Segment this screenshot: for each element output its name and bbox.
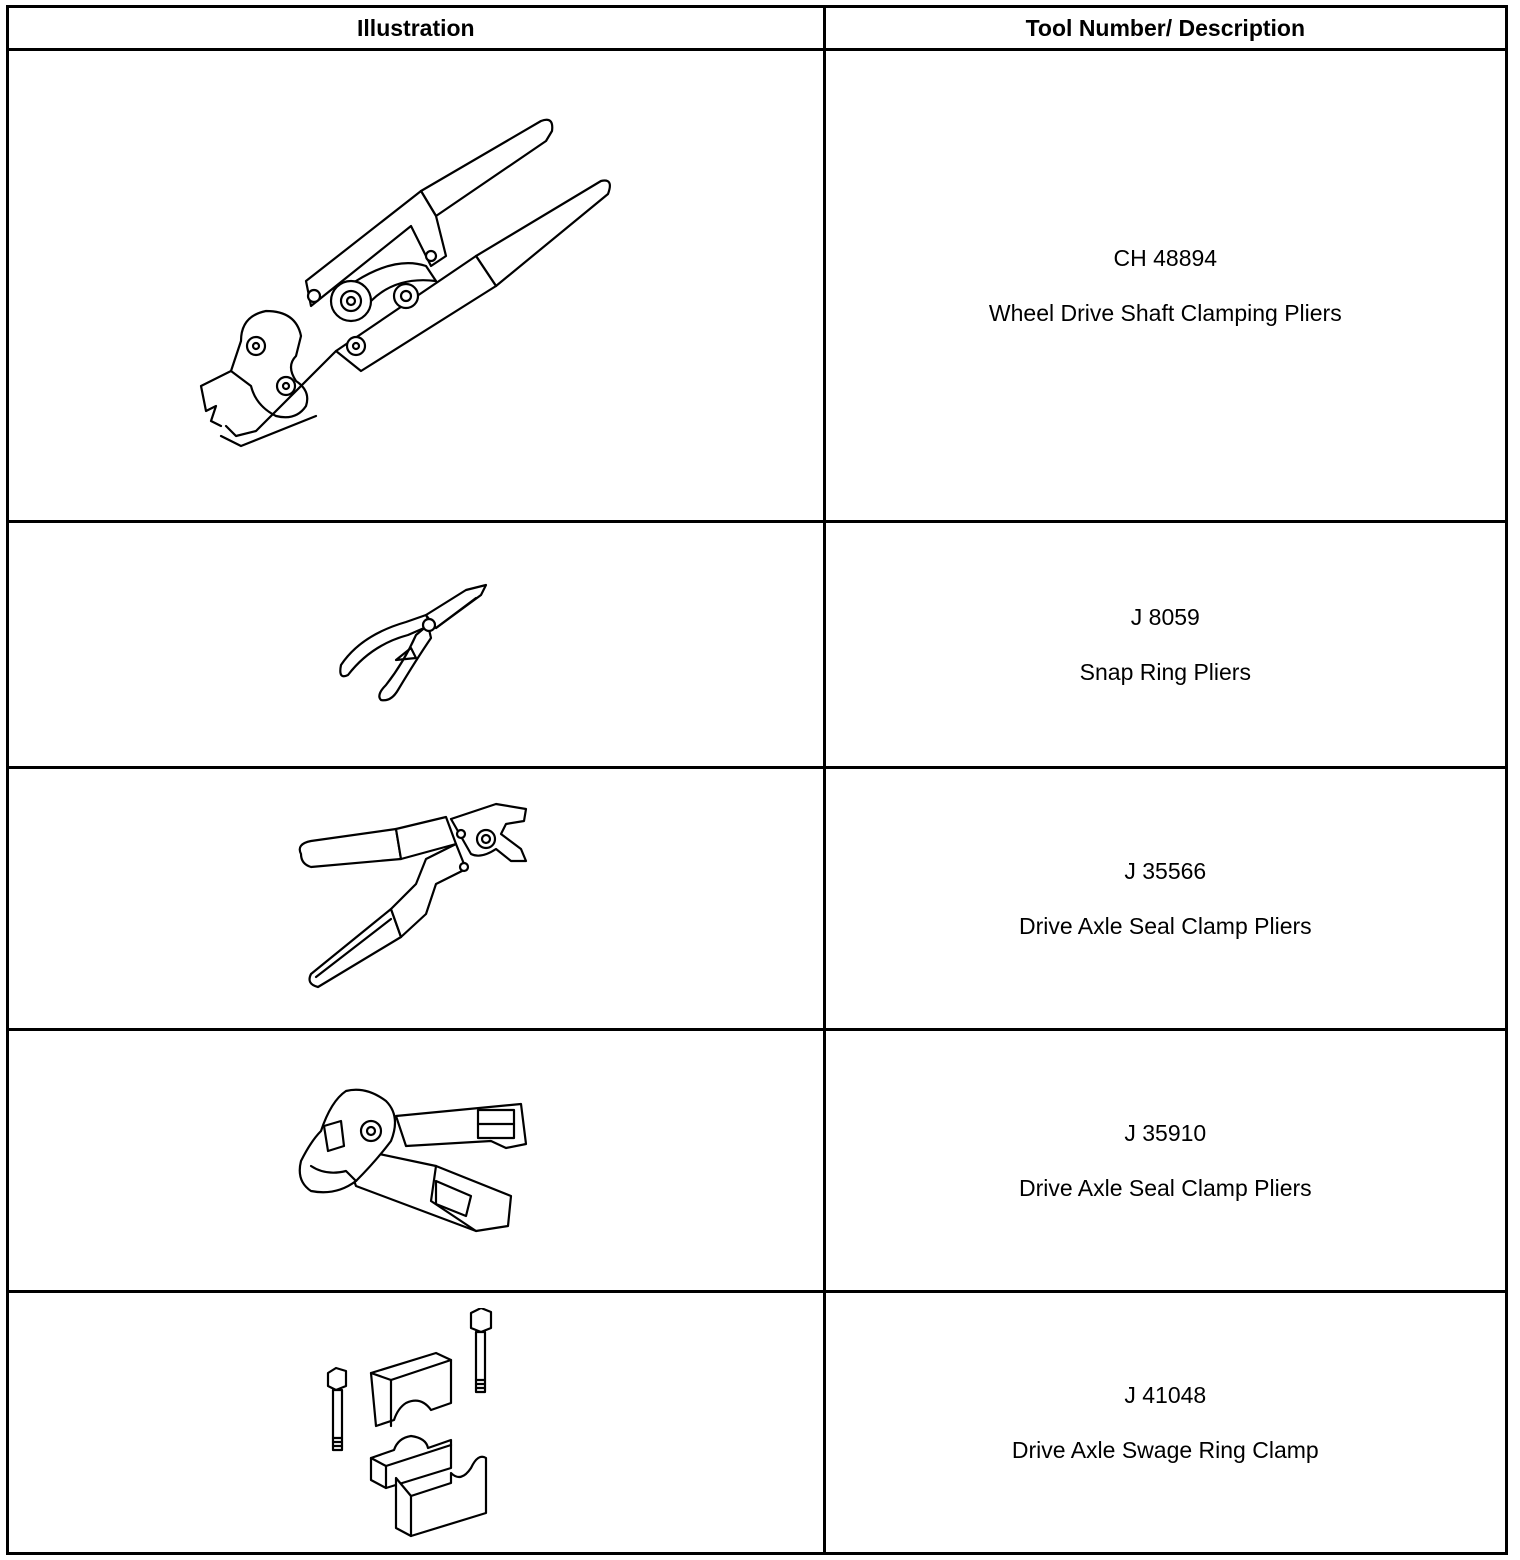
description-cell	[824, 768, 1506, 1030]
swage-ring-clamp-icon	[316, 1308, 516, 1538]
tool-description: Snap Ring Pliers	[1079, 659, 1251, 685]
description-header: Tool Number/ Description	[824, 7, 1506, 50]
description-cell	[824, 50, 1506, 522]
tool-number: J 35566	[1124, 858, 1207, 884]
table-header-row	[8, 7, 1507, 50]
tool-description: Wheel Drive Shaft Clamping Pliers	[988, 300, 1342, 326]
table-row	[8, 1030, 1507, 1292]
illustration-cell	[8, 50, 825, 522]
illustration-cell	[8, 1030, 825, 1292]
table-row	[8, 1292, 1507, 1554]
tool-number: CH 48894	[1113, 245, 1218, 271]
illustration-cell	[8, 1292, 825, 1554]
table-row	[8, 522, 1507, 768]
tool-number: J 8059	[1130, 604, 1200, 630]
seal-clamp-pliers-icon	[296, 799, 536, 999]
illustration-cell	[8, 768, 825, 1030]
tool-description: Drive Axle Swage Ring Clamp	[1011, 1437, 1319, 1463]
tool-description: Drive Axle Seal Clamp Pliers	[1018, 1175, 1312, 1201]
table-row	[8, 50, 1507, 522]
tool-number: J 35910	[1124, 1120, 1207, 1146]
description-cell	[824, 1030, 1506, 1292]
table-row	[8, 768, 1507, 1030]
clamping-pliers-icon	[196, 116, 636, 456]
illustration-cell	[8, 522, 825, 768]
description-cell	[824, 522, 1506, 768]
seal-clamp-ratchet-icon	[296, 1086, 536, 1236]
tool-number: J 41048	[1124, 1382, 1207, 1408]
tool-description: Drive Axle Seal Clamp Pliers	[1018, 913, 1312, 939]
snap-ring-pliers-icon	[336, 580, 496, 710]
description-cell	[824, 1292, 1506, 1554]
illustration-header: Illustration	[8, 7, 825, 50]
special-tools-table	[6, 5, 1508, 1555]
